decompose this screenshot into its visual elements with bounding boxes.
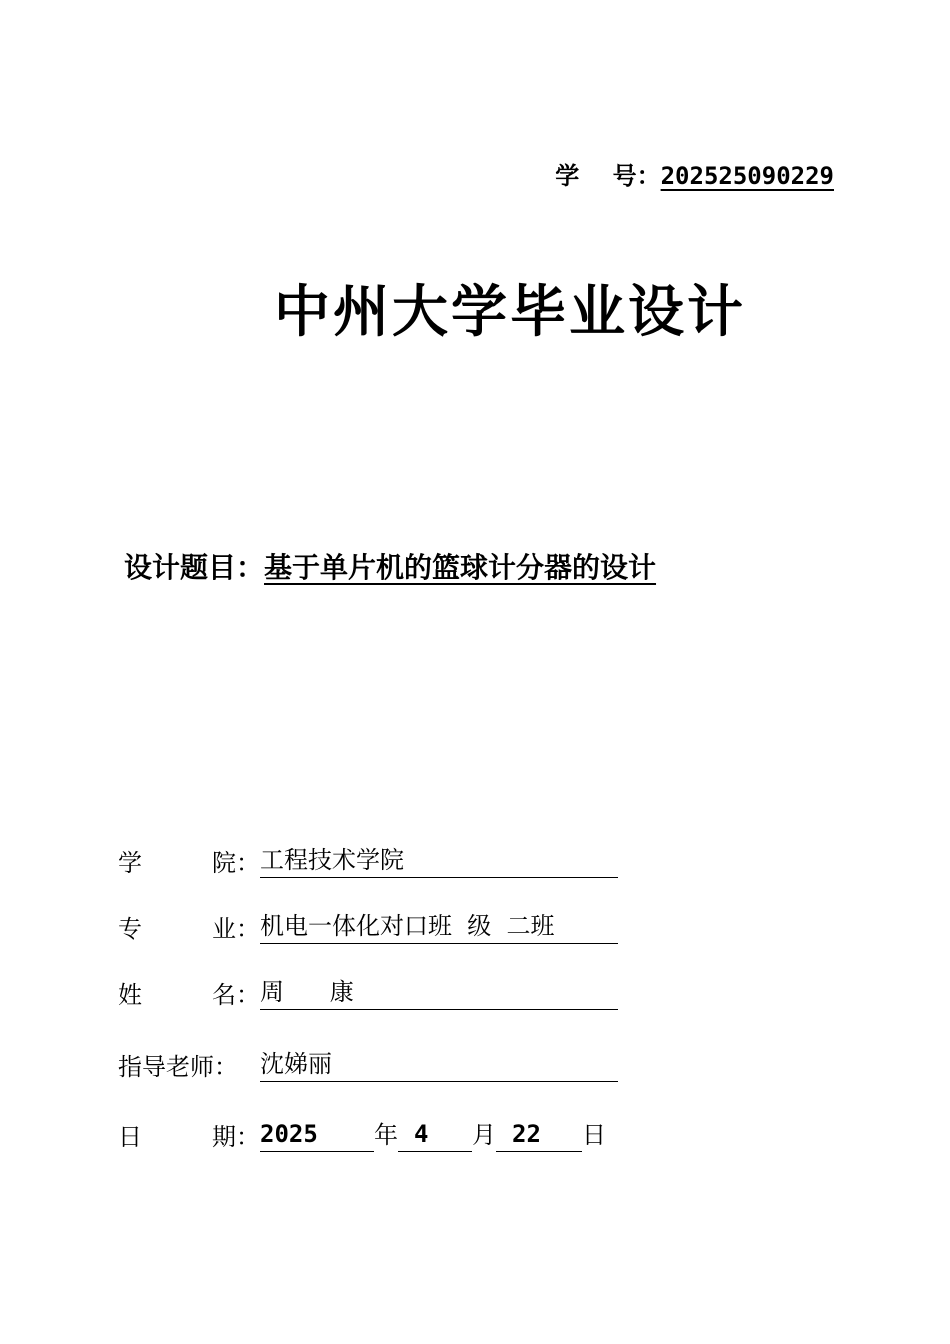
date-label: 日 期： [118, 1123, 260, 1151]
advisor-label: 指导老师： [118, 1053, 238, 1081]
date-field [260, 1120, 606, 1152]
major-field: 机电一体化对口班 级 二班 [260, 911, 618, 944]
date-row [118, 1082, 618, 1152]
design-topic [124, 546, 656, 586]
college-row [118, 812, 618, 878]
topic-value: 基于单片机的篮球计分器的设计 [264, 551, 657, 584]
date-month: 4 [398, 1119, 472, 1152]
date-year: 2025 [260, 1119, 374, 1152]
college-label: 学 院： [118, 849, 260, 877]
major-row [118, 878, 618, 944]
student-id-value: 202525090229 [660, 162, 834, 190]
college-field: 工程技术学院 [260, 845, 618, 878]
major-label: 专 业： [118, 915, 260, 943]
name-row [118, 944, 618, 1010]
name-label: 姓 名： [118, 981, 260, 1009]
student-id-label: 学 号： [555, 161, 661, 190]
advisor-row [118, 1010, 618, 1082]
date-month-unit: 月 [472, 1121, 496, 1149]
page-title: 中州大学毕业设计 [274, 279, 746, 345]
student-id [555, 156, 834, 191]
info-block [118, 812, 618, 1152]
advisor-field: 沈娣丽 [260, 1049, 618, 1082]
name-field: 周 康 [260, 977, 618, 1010]
topic-label: 设计题目： [124, 551, 265, 584]
date-day-unit: 日 [582, 1121, 606, 1149]
date-day: 22 [496, 1119, 582, 1152]
date-year-unit: 年 [374, 1121, 398, 1149]
